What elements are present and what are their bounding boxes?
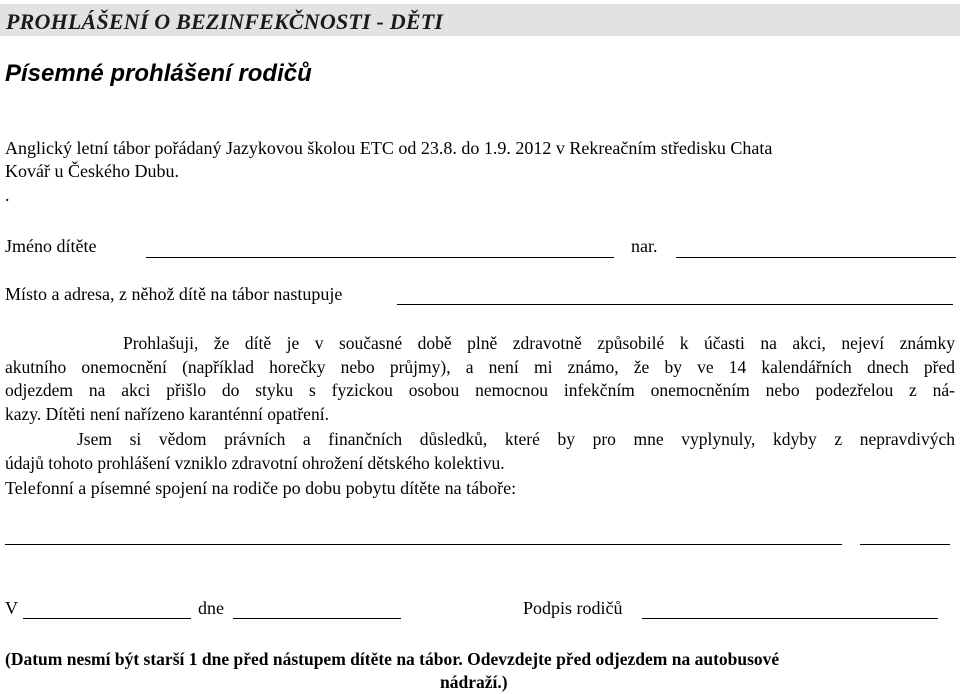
contact-field-extra[interactable] bbox=[860, 544, 950, 545]
declaration-line: odjezdem na akci přišlo do styku s fyzickou osobou nemocnou infekčním onemocněním nebo podezřelou z ná- bbox=[5, 380, 955, 400]
child-name-label: Jméno dítěte bbox=[5, 236, 97, 256]
signing-place-field[interactable] bbox=[23, 618, 191, 619]
footer-note-line-2: nádraží.) bbox=[440, 672, 508, 692]
contact-field[interactable] bbox=[5, 544, 842, 545]
signature-field[interactable] bbox=[642, 618, 938, 619]
signature-label: Podpis rodičů bbox=[523, 598, 623, 618]
place-field[interactable] bbox=[397, 304, 953, 305]
child-name-field[interactable] bbox=[146, 257, 614, 258]
declaration-line: Jsem si vědom právních a finančních důsledků, které by pro mne vyplynuly, kdyby z nepravdivých bbox=[77, 429, 955, 449]
date-label: dne bbox=[198, 598, 224, 618]
place-prefix-label: V bbox=[5, 598, 18, 618]
declaration-paragraph-1 bbox=[5, 332, 955, 426]
declaration-line: akutního onemocnění (například horečky nebo průjmy), a není mi známo, že by ve 14 kalendářních dnech před bbox=[5, 356, 955, 377]
signing-date-field[interactable] bbox=[233, 618, 401, 619]
document-subtitle: Písemné prohlášení rodičů bbox=[5, 60, 312, 87]
place-label: Místo a adresa, z něhož dítě na tábor nastupuje bbox=[5, 284, 343, 304]
declaration-line: kazy. Dítěti není nařízeno karanténní opatření. bbox=[5, 403, 329, 424]
declaration-line: údajů tohoto prohlášení vzniklo zdravotní ohrožení dětského kolektivu. bbox=[5, 452, 505, 473]
intro-line-3: . bbox=[5, 185, 10, 205]
declaration-paragraph-2 bbox=[5, 428, 955, 475]
footer-note-line-1: (Datum nesmí být starší 1 dne před nástupem dítěte na tábor. Odevzdejte před odjezdem na autobusové bbox=[5, 649, 780, 669]
intro-line-1: Anglický letní tábor pořádaný Jazykovou školou ETC od 23.8. do 1.9. 2012 v Rekreačním středisku Chata bbox=[5, 138, 773, 158]
birth-date-field[interactable] bbox=[676, 257, 956, 258]
intro-line-2: Kovář u Českého Dubu. bbox=[5, 161, 179, 181]
declaration-line: Prohlašuji, že dítě je v současné době plně zdravotně způsobilé k účasti na akci, nejeví známky bbox=[123, 333, 955, 353]
document-title: PROHLÁŠENÍ O BEZINFEKČNOSTI - DĚTI bbox=[6, 9, 444, 34]
contact-label: Telefonní a písemné spojení na rodiče po dobu pobytu dítěte na táboře: bbox=[5, 478, 517, 498]
title-bar bbox=[0, 4, 960, 36]
born-label: nar. bbox=[631, 236, 658, 256]
